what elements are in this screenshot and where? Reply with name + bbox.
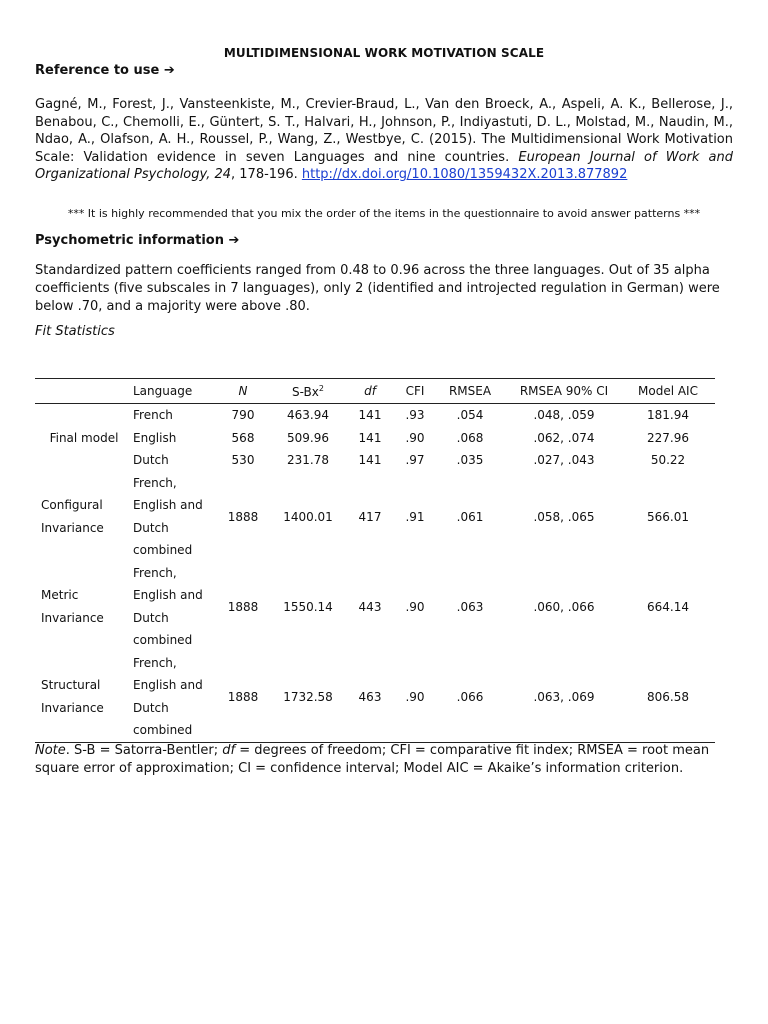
table-row: Structural Invariance French, English and Dutch combined 1888 1732.58 463 .90 .066 .063, .069 806.58 <box>35 652 715 743</box>
reference-heading-label: Reference to use <box>35 63 160 78</box>
page-title: MULTIDIMENSIONAL WORK MOTIVATION SCALE <box>223 46 545 60</box>
citation-pages: , 178-196. <box>231 167 302 182</box>
header-language: Language <box>133 379 213 404</box>
model-final: Final model <box>49 430 119 445</box>
psychometric-heading-label: Psychometric information <box>35 233 224 248</box>
table-row: Dutch 530 231.78 141 .97 .035 .027, .043 50.22 <box>133 453 686 468</box>
header-df: df <box>343 379 397 404</box>
psychometric-text: Standardized pattern coefficients ranged from 0.48 to 0.96 across the three languages. Out of 35 alpha coefficients (five subscales in 7 languages), only 2 (identified and introjected regulation in German) were below .70, and a majority were above .80. <box>35 263 720 314</box>
table-note: Note. S-B = Satorra-Bentler; df = degrees of freedom; CFI = comparative fit index; RMSEA = root mean square error of approximation; CI = confidence interval; Model AIC = Akaike’s information criterion. <box>35 743 710 776</box>
language-combined: French, English and Dutch combined <box>133 565 203 647</box>
reference-citation <box>35 96 733 184</box>
table-header-row <box>35 379 715 404</box>
citation-journal: European Journal of Work and Organizational Psychology, 24 <box>35 149 734 182</box>
citation-authors: Gagné, M., Forest, J., Vansteenkiste, M., Crevier-Braud, L., Van den Broeck, A., Aspeli, A. K., Bellerose, J., Benabou, C., Chemolli, E., Güntert, S. T., Halvari, H., Johnson, P., Indiyastuti, D. L., Molstad, M., Naudin, M., Ndao, A., Olafson, A. H., Roussel, P., Wang, Z., Westbye, C. (2015). The Multidimensional Work Motivation Scale: Validation evidence in seven Languages and nine countries. <box>35 97 733 165</box>
header-rmsea: RMSEA <box>433 379 507 404</box>
psychometric-heading <box>35 233 239 248</box>
table-row: Configural Invariance French, English and Dutch combined 1888 1400.01 417 .91 .061 .058, .065 566.01 <box>35 472 715 562</box>
language-combined: French, English and Dutch combined <box>133 475 203 557</box>
fit-statistics-table <box>35 378 715 743</box>
language-combined: French, English and Dutch combined <box>133 652 213 743</box>
table-row: Metric Invariance French, English and Dutch combined 1888 1550.14 443 .90 .063 .060, .066 664.14 <box>35 562 715 652</box>
model-structural: Structural Invariance <box>35 652 133 743</box>
model-configural: Configural Invariance <box>41 498 104 535</box>
model-metric: Metric Invariance <box>41 588 104 625</box>
fit-statistics-title: Fit Statistics <box>35 324 115 339</box>
note-label: Note <box>35 743 66 758</box>
arrow-right-icon: ➔ <box>228 233 240 248</box>
header-cfi: CFI <box>397 379 433 404</box>
header-sbx2: S-Bx$^2$ <box>273 379 343 404</box>
header-aic: Model AIC <box>621 379 715 404</box>
table-row: English 568 509.96 141 .90 .068 .062, .074 227.96 <box>133 430 689 445</box>
table-row: Final model French 790 463.94 141 .93 .054 .048, .059 181.94 <box>35 404 715 427</box>
arrow-right-icon: ➔ <box>163 63 175 78</box>
header-rmsea-ci: RMSEA 90% CI <box>507 379 621 404</box>
reference-heading <box>35 63 175 78</box>
doi-link[interactable]: http://dx.doi.org/10.1080/1359432X.2013.877892 <box>301 167 628 182</box>
header-n: N <box>213 379 273 404</box>
mix-order-note: *** It is highly recommended that you mix the order of the items in the questionnaire to avoid answer patterns *** <box>67 207 701 220</box>
